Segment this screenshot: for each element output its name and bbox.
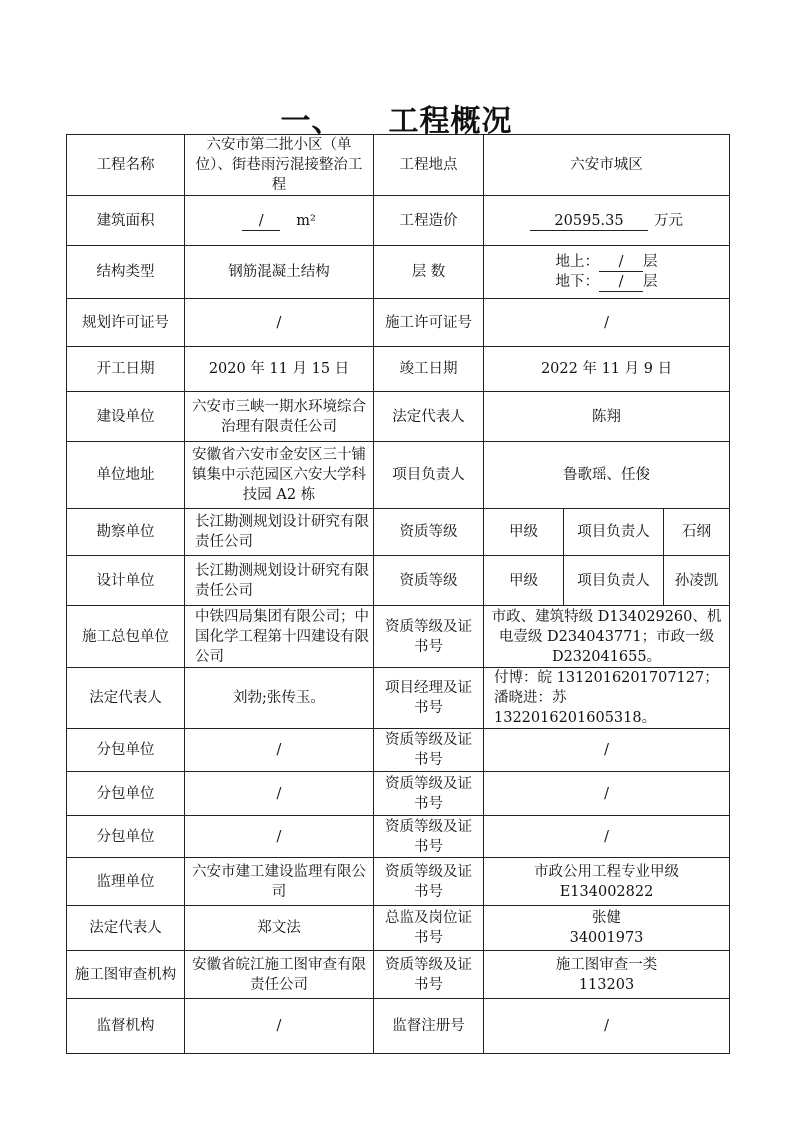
cell-label: 总监及岗位证书号 — [374, 906, 484, 951]
project-cost-value: 20595.35 — [530, 212, 648, 231]
cell-label: 工程地点 — [374, 135, 484, 196]
cell-label: 分包单位 — [67, 729, 185, 772]
table-row — [67, 392, 730, 442]
sub3-value: / — [185, 816, 374, 858]
cell-label: 单位地址 — [67, 442, 185, 509]
cell-label: 项目负责人 — [374, 442, 484, 509]
review-qualification-line1: 施工图审查一类 — [555, 956, 658, 973]
address-value: 安徽省六安市金安区三十铺镇集中示范园区六安大学科技园 A2 栋 — [185, 442, 374, 509]
project-overview-table — [66, 134, 730, 1054]
table-row — [67, 135, 730, 196]
owner-rep-value: 陈翔 — [484, 392, 730, 442]
cell-label: 项目负责人 — [564, 509, 664, 556]
table-row — [67, 299, 730, 347]
table-row — [67, 246, 730, 299]
cell-label: 法定代表人 — [67, 906, 185, 951]
oversight-value: / — [185, 999, 374, 1054]
floors-above-value: / — [599, 253, 643, 272]
project-leader-value: 鲁歌瑶、任俊 — [484, 442, 730, 509]
completion-date-value: 2022 年 11 月 9 日 — [484, 347, 730, 392]
floors-below-label: 地下： — [555, 274, 600, 290]
project-cost-unit: 万元 — [654, 212, 684, 229]
sub2-qualification-value: / — [484, 772, 730, 816]
supervisor-value: 六安市建工建设监理有限公司 — [185, 858, 374, 906]
cell-label: 勘察单位 — [67, 509, 185, 556]
cell-label: 建筑面积 — [67, 196, 185, 246]
table-row — [67, 906, 730, 951]
title-number: 一、 — [280, 104, 343, 139]
table-row — [67, 858, 730, 906]
building-area-cell — [185, 196, 374, 246]
cell-label: 工程名称 — [67, 135, 185, 196]
supervisor-qualification-cell — [484, 858, 730, 906]
cell-label: 分包单位 — [67, 772, 185, 816]
cell-label: 监督机构 — [67, 999, 185, 1054]
chief-supervisor-cert: 34001973 — [569, 930, 644, 946]
review-qualification-line2: 113203 — [578, 976, 635, 993]
table-row — [67, 442, 730, 509]
table-row — [67, 951, 730, 999]
project-location-value: 六安市城区 — [484, 135, 730, 196]
sub3-qualification-value: / — [484, 816, 730, 858]
cell-label: 设计单位 — [67, 556, 185, 606]
survey-pm-value: 石纲 — [664, 509, 730, 556]
cell-label: 分包单位 — [67, 816, 185, 858]
cell-label: 施工总包单位 — [67, 606, 185, 668]
project-manager-cell — [484, 668, 730, 729]
design-pm-value: 孙凌凯 — [664, 556, 730, 606]
design-unit-value: 长江勘测规划设计研究有限责任公司 — [185, 556, 374, 606]
cell-label: 资质等级 — [374, 556, 484, 606]
table-row — [67, 347, 730, 392]
cell-label: 资质等级 — [374, 509, 484, 556]
table-row — [67, 606, 730, 668]
cell-label: 项目负责人 — [564, 556, 664, 606]
table-row — [67, 668, 730, 729]
planning-permit-value: / — [185, 299, 374, 347]
supervisor-rep-value: 郑文法 — [185, 906, 374, 951]
chief-supervisor-name: 张健 — [592, 910, 622, 926]
cell-label: 规划许可证号 — [67, 299, 185, 347]
cell-label: 资质等级及证书号 — [374, 951, 484, 999]
table-row — [67, 509, 730, 556]
survey-unit-value: 长江勘测规划设计研究有限责任公司 — [185, 509, 374, 556]
cell-label: 项目经理及证书号 — [374, 668, 484, 729]
table-row — [67, 196, 730, 246]
project-manager-2: 潘晓进：苏 1322016201605318。 — [494, 690, 657, 726]
table-row — [67, 999, 730, 1054]
table-row — [67, 556, 730, 606]
floors-below-value: / — [599, 273, 643, 292]
floors-below-unit: 层 — [643, 274, 658, 290]
cell-label: 资质等级及证书号 — [374, 729, 484, 772]
project-manager-1: 付博：皖 1312016201707127； — [494, 670, 719, 686]
review-agency-value: 安徽省皖江施工图审查有限责任公司 — [185, 951, 374, 999]
sub1-qualification-value: / — [484, 729, 730, 772]
design-grade-value: 甲级 — [484, 556, 564, 606]
floors-above-label: 地上： — [555, 254, 600, 270]
cell-label: 资质等级及证书号 — [374, 816, 484, 858]
contractor-value: 中铁四局集团有限公司；中国化学工程第十四建设有限公司 — [185, 606, 374, 668]
cell-label: 施工许可证号 — [374, 299, 484, 347]
supervisor-qualification-line2: E134002822 — [559, 883, 654, 900]
floors-above-unit: 层 — [643, 254, 658, 270]
table-row — [67, 816, 730, 858]
sub1-value: / — [185, 729, 374, 772]
building-area-unit: m² — [296, 212, 316, 229]
cell-label: 监理单位 — [67, 858, 185, 906]
cell-label: 竣工日期 — [374, 347, 484, 392]
construction-permit-value: / — [484, 299, 730, 347]
cell-label: 建设单位 — [67, 392, 185, 442]
floors-below — [488, 272, 725, 292]
cell-label: 资质等级及证书号 — [374, 858, 484, 906]
cell-label: 资质等级及证书号 — [374, 772, 484, 816]
cell-label: 法定代表人 — [374, 392, 484, 442]
cell-label: 结构类型 — [67, 246, 185, 299]
contractor-rep-value: 刘勃;张传玉。 — [185, 668, 374, 729]
structure-type-value: 钢筋混凝土结构 — [185, 246, 374, 299]
chief-supervisor-cell — [484, 906, 730, 951]
contractor-qualification-value: 市政、建筑特级 D134029260、机电壹级 D234043771；市政一级 D232041655。 — [484, 606, 730, 668]
project-cost-cell — [484, 196, 730, 246]
floors-above — [488, 252, 725, 272]
sub2-value: / — [185, 772, 374, 816]
supervisor-qualification-line1: 市政公用工程专业甲级 — [534, 863, 680, 880]
building-area-value: / — [242, 212, 280, 231]
cell-label: 施工图审查机构 — [67, 951, 185, 999]
cell-label: 资质等级及证书号 — [374, 606, 484, 668]
project-name-value: 六安市第二批小区（单位）、街巷雨污混接整治工程 — [185, 135, 374, 196]
cell-label: 监督注册号 — [374, 999, 484, 1054]
title-text: 工程概况 — [388, 104, 513, 139]
cell-label: 工程造价 — [374, 196, 484, 246]
cell-label: 开工日期 — [67, 347, 185, 392]
oversight-reg-value: / — [484, 999, 730, 1054]
cell-label: 层 数 — [374, 246, 484, 299]
survey-grade-value: 甲级 — [484, 509, 564, 556]
floors-cell — [484, 246, 730, 299]
review-qualification-cell — [484, 951, 730, 999]
table-row — [67, 729, 730, 772]
table-row — [67, 772, 730, 816]
owner-value: 六安市三峡一期水环境综合治理有限责任公司 — [185, 392, 374, 442]
cell-label: 法定代表人 — [67, 668, 185, 729]
start-date-value: 2020 年 11 月 15 日 — [185, 347, 374, 392]
